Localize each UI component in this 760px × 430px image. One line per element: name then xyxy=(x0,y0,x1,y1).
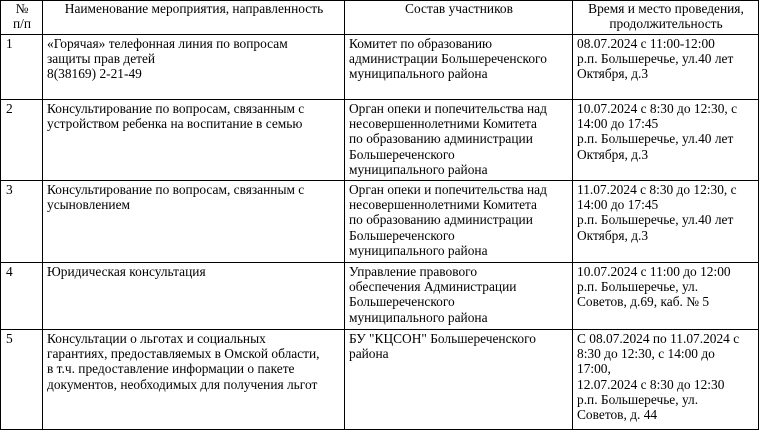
header-event: Наименование мероприятия, направленность xyxy=(43,1,345,35)
row-event: Консультирование по вопросам, связанным с устройством ребенка на воспитание в семью xyxy=(43,100,345,181)
row-number: 5 xyxy=(1,330,43,430)
header-number: № п/п xyxy=(1,1,43,35)
row-time-place: 08.07.2024 с 11:00-12:00 р.п. Большеречье, ул.40 лет Октября, д.3 xyxy=(573,35,759,100)
row-event: Консультирование по вопросам, связанным с усыновлением xyxy=(43,181,345,263)
header-participants: Состав участников xyxy=(345,1,573,35)
row-time-place: С 08.07.2024 по 11.07.2024 с 8:30 до 12:30, с 14:00 до 17:00, 12.07.2024 с 8:30 до 12:30 р.п. Большеречье, ул. Советов, д. 44 xyxy=(573,330,759,430)
row-time-place: 11.07.2024 с 8:30 до 12:30, с 14:00 до 17:45 р.п. Большеречье, ул.40 лет Октября, д.3 xyxy=(573,181,759,263)
row-number: 1 xyxy=(1,35,43,100)
row-number: 3 xyxy=(1,181,43,263)
row-participants: Комитет по образованию администрации Большереченского муниципального района xyxy=(345,35,573,100)
row-number: 4 xyxy=(1,263,43,330)
table-row xyxy=(1,263,759,330)
row-participants: Орган опеки и попечительства над несовершеннолетними Комитета по образованию администрации Большереченского муниципального района xyxy=(345,100,573,181)
table-row xyxy=(1,330,759,430)
table-row xyxy=(1,181,759,263)
table-header-row xyxy=(1,1,759,35)
row-event: «Горячая» телефонная линия по вопросам защиты прав детей 8(38169) 2-21-49 xyxy=(43,35,345,100)
row-time-place: 10.07.2024 с 8:30 до 12:30, с 14:00 до 17:45 р.п. Большеречье, ул.40 лет Октября, д.3 xyxy=(573,100,759,181)
row-event: Юридическая консультация xyxy=(43,263,345,330)
row-time-place: 10.07.2024 с 11:00 до 12:00 р.п. Большеречье, ул. Советов, д.69, каб. № 5 xyxy=(573,263,759,330)
table-row xyxy=(1,35,759,100)
row-participants: Управление правового обеспечения Администрации Большереченского муниципального района xyxy=(345,263,573,330)
row-event: Консультации о льготах и социальных гарантиях, предоставляемых в Омской области, в т.ч. предоставление информации о пакете документов, необходимых для получения льгот xyxy=(43,330,345,430)
header-time-place: Время и место проведения, продолжительность xyxy=(573,1,759,35)
row-participants: БУ "КЦСОН" Большереченского района xyxy=(345,330,573,430)
row-number: 2 xyxy=(1,100,43,181)
table-row xyxy=(1,100,759,181)
row-participants: Орган опеки и попечительства над несовершеннолетними Комитета по образованию администрации Большереченского муниципального района xyxy=(345,181,573,263)
